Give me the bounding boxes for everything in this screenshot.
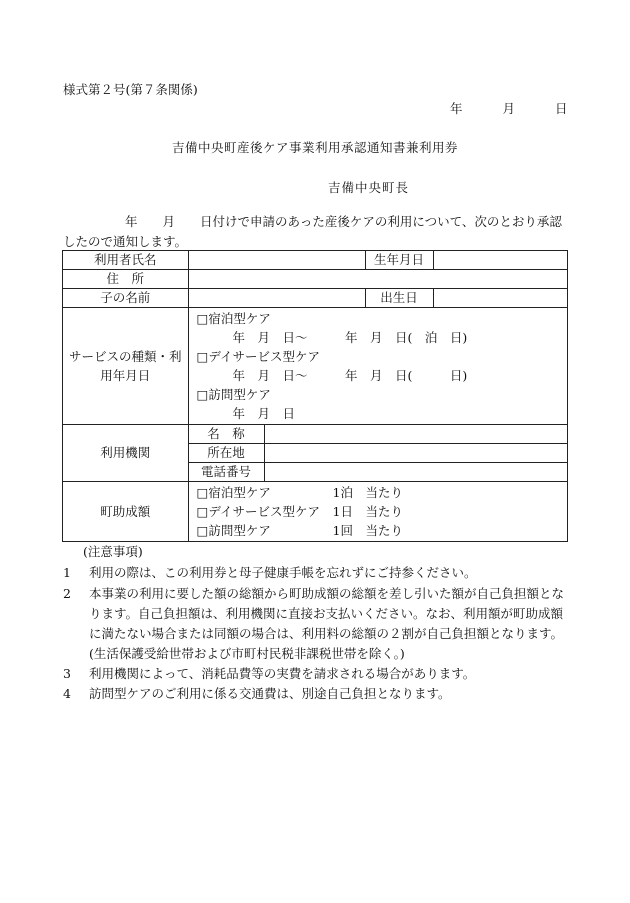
child-birth-label: 出生日 <box>365 289 433 308</box>
facility-name-label: 名 称 <box>188 425 264 444</box>
facility-name-row <box>63 425 568 444</box>
child-name-field <box>188 289 365 308</box>
note-3 <box>63 664 475 682</box>
user-row <box>63 251 568 270</box>
subsidy-row <box>63 482 568 542</box>
service-dates-visit: 年 月 日 <box>232 406 296 421</box>
note-2-text-line-1: 本事業の利用に要した額の総額から町助成額の総額を差し引いた額が自己負担額とな <box>89 586 565 601</box>
approval-table <box>62 250 568 542</box>
service-dates-day: 年 月 日〜 年 月 日( 日) <box>232 368 468 383</box>
form-number-label: 様式第２号(第７条関係) <box>63 82 198 97</box>
child-birth-field <box>433 289 567 308</box>
facility-phone-label: 電話番号 <box>188 463 264 482</box>
subsidy-unit-visit: 1回 当たり <box>332 523 403 538</box>
issue-date <box>450 99 568 117</box>
child-name-label: 子の名前 <box>63 289 189 308</box>
note-1-text: 利用の際は、この利用券と母子健康手帳を忘れずにご持参ください。 <box>89 565 477 580</box>
facility-name-field <box>264 425 567 444</box>
service-label-line-1: サービスの種類・利 <box>69 349 182 364</box>
service-row <box>63 308 568 425</box>
subsidy-line-day <box>197 502 559 521</box>
subsidy-line-visit <box>197 521 559 540</box>
subsidy-type-visit: □訪問型ケア <box>196 523 271 538</box>
subsidy-label: 町助成額 <box>63 482 189 542</box>
note-2-text-line-2: ります。自己負担額は、利用機関に直接お支払いください。なお、利用額が町助成額 <box>89 606 564 621</box>
address-label: 住 所 <box>63 270 189 289</box>
subsidy-type-day: □デイサービス型ケア <box>196 504 320 519</box>
note-2-text-line-4: (生活保護受給世帯および市町村民税非課税世帯を除く。) <box>89 646 405 661</box>
intro-line-2: したので通知します。 <box>63 234 188 249</box>
birthdate-field <box>433 251 567 270</box>
note-4-number: 4 <box>63 686 71 701</box>
note-2 <box>63 584 564 602</box>
subsidy-unit-day: 1日 当たり <box>332 504 403 519</box>
note-1-number: 1 <box>63 565 71 580</box>
service-detail <box>188 308 567 425</box>
subsidy-line-stay <box>197 483 559 502</box>
note-2-text-line-3: に満たない場合または同額の場合は、利用料の総額の２割が自己負担額となります。 <box>89 626 564 641</box>
issue-date-day: 日 <box>555 101 568 116</box>
service-label-line-2: 用年月日 <box>100 368 151 383</box>
note-3-number: 3 <box>63 666 71 681</box>
service-option-stay: □宿泊型ケア <box>196 311 271 326</box>
address-row <box>63 270 568 289</box>
service-dates-stay: 年 月 日〜 年 月 日( 泊 日) <box>232 330 468 345</box>
service-option-day: □デイサービス型ケア <box>196 349 320 364</box>
issue-date-month: 月 <box>502 101 516 116</box>
issuer-name: 吉備中央町長 <box>328 180 410 195</box>
subsidy-unit-stay: 1泊 当たり <box>332 485 403 500</box>
facility-phone-field <box>264 463 567 482</box>
note-2-number: 2 <box>63 586 71 601</box>
issue-date-year: 年 <box>450 101 463 116</box>
subsidy-detail <box>188 482 567 542</box>
birthdate-label: 生年月日 <box>365 251 433 270</box>
service-label <box>63 308 189 425</box>
note-1 <box>63 563 477 581</box>
note-4 <box>63 684 451 702</box>
intro-line-1: 年 月 日付けで申請のあった産後ケアの利用について、次のとおり承認 <box>125 214 562 229</box>
facility-label: 利用機関 <box>63 425 189 482</box>
note-4-text: 訪問型ケアのご利用に係る交通費は、別途自己負担となります。 <box>89 686 451 701</box>
child-row <box>63 289 568 308</box>
facility-address-label: 所在地 <box>188 444 264 463</box>
document-title: 吉備中央町産後ケア事業利用承認通知書兼利用券 <box>171 140 458 155</box>
address-field <box>188 270 567 289</box>
user-name-field <box>188 251 365 270</box>
facility-address-field <box>264 444 567 463</box>
subsidy-type-stay: □宿泊型ケア <box>196 485 271 500</box>
notes-title: (注意事項) <box>83 544 143 559</box>
service-option-visit: □訪問型ケア <box>196 387 271 402</box>
user-name-label: 利用者氏名 <box>63 251 189 270</box>
note-3-text: 利用機関によって、消耗品費等の実費を請求される場合があります。 <box>89 666 476 681</box>
